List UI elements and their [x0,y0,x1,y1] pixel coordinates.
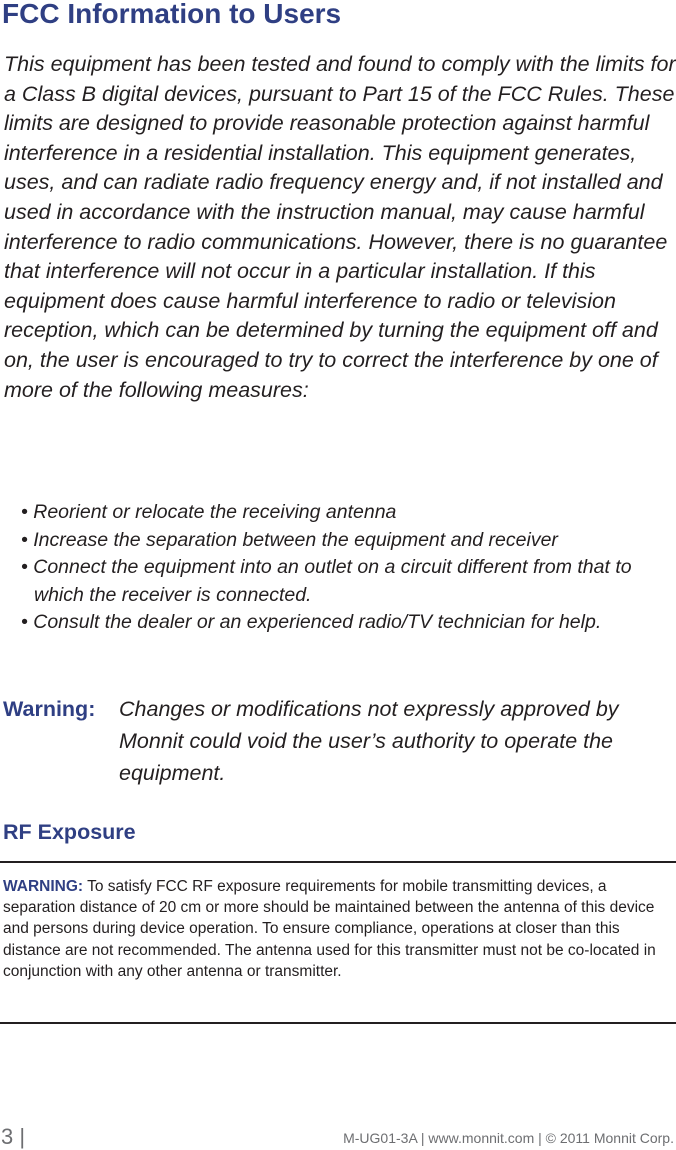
rf-exposure-notice [3,876,668,982]
divider [0,861,676,863]
intro-paragraph: This equipment has been tested and found to comply with the limits for a Class B digital devices, pursuant to Part 15 of the FCC Rules. These limits are designed to provide reasonable protection against harmful interference in a residential installation. This equipment generates, uses, and can radiate radio frequency energy and, if not installed and used in accordance with the instruction manual, may cause harmful interference to radio communications. However, there is no guarantee that interference will not occur in a particular installation. If this equipment does cause harmful interference to radio or television reception, which can be determined by turning the equipment off and on, the user is encouraged to try to correct the interference by one of more of the following measures: [4,52,676,402]
rf-warning-text: To satisfy FCC RF exposure requirements for mobile transmitting devices, a separation distance of 20 cm or more should be maintained between the antenna of this device and persons during device operation. To ensure compliance, operations at closer than this distance are not recommended. The antenna used for this transmitter must not be co-located in conjunction with any other antenna or transmitter. [3,878,656,980]
page-number: 3 | [1,1124,26,1149]
warning-text: Changes or modifications not expressly approved by Monnit could void the user’s authority to operate the equipment. [119,697,619,785]
list-item: • Consult the dealer or an experienced radio/TV technician for help. [21,611,602,633]
list-item: • Reorient or relocate the receiving antenna [21,501,397,523]
list-item: • Connect the equipment into an outlet on a circuit different from that to which the receiver is connected. [21,556,632,606]
measures-list [21,499,676,637]
list-item: • Increase the separation between the equipment and receiver [21,528,558,551]
warning-notice [3,693,663,789]
page-title: FCC Information to Users [2,0,342,29]
footer-reference: M-UG01-3A | www.monnit.com | © 2011 Monnit Corp. [343,1130,674,1146]
warning-label: Warning: [3,697,96,721]
rf-exposure-heading: RF Exposure [3,820,136,844]
rf-warning-label: WARNING: [3,878,84,895]
divider [0,1022,676,1024]
